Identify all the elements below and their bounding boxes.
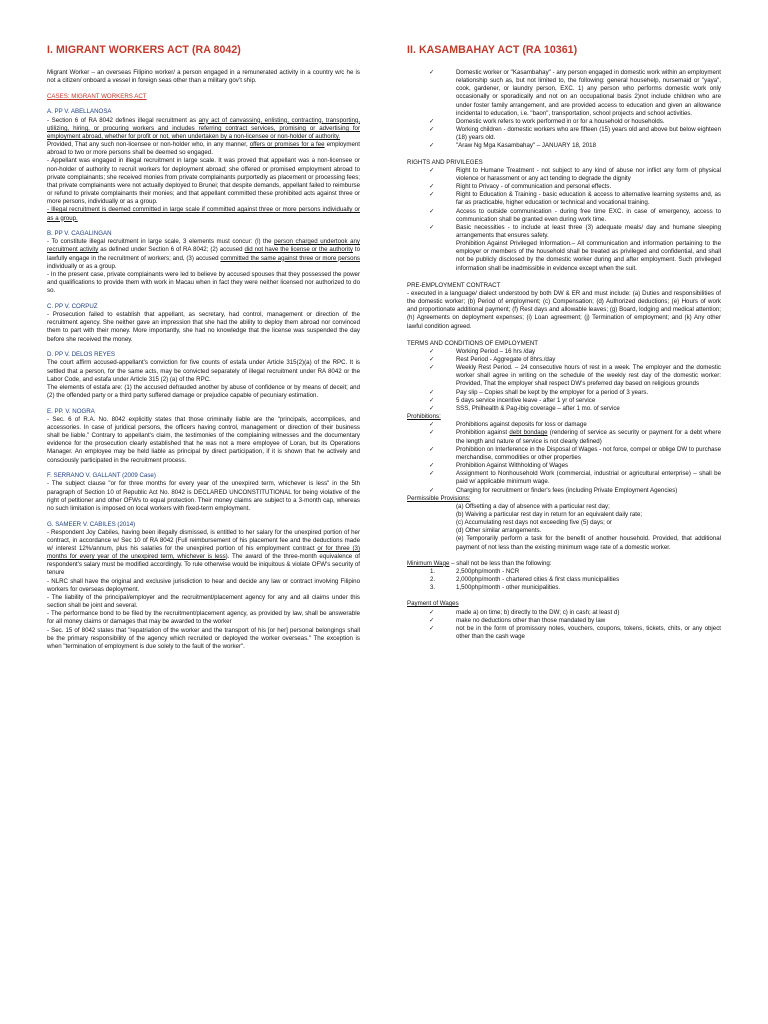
case-paragraph: [47, 311, 360, 344]
payment-item: ✓ make no deductions other than those mandated by law: [407, 617, 721, 625]
permissible-provision-item: (e) Temporarily perform a task for the benefit of another household. Provided, that additional payment of not less than the existing minimum wage rate of a domestic worker.: [456, 535, 721, 551]
term-item: ✓ 5 days service incentive leave - after 1 yr of service: [407, 397, 721, 405]
cases-list: [47, 108, 360, 651]
case-paragraph: [47, 416, 360, 465]
text-run: Prohibition on Interference in the Disposal of Wages - not force, compel or oblige DW to purchase merchandise, commodities or other properties: [456, 445, 721, 461]
case-heading: A. PP V. ABELLANOSA: [47, 108, 112, 116]
pre-employment-heading: PRE-EMPLOYMENT CONTRACT: [407, 281, 501, 289]
underlined-text: committed the same against three or more persons: [220, 254, 360, 262]
text-run: Migrant Worker – an overseas Filipino worker/ a person engaged in a remunerated activity in a country w/c he is not a citizen/ onboard a vessel in foreign seas other than a military gov’t ship.: [47, 69, 360, 85]
text-run: - Section 6 of RA 8042 defines illegal recruitment as: [47, 116, 199, 124]
underlined-text: or for three (3) months for every year of the unexpired term, whichever is less: [47, 544, 360, 561]
underlined-text: any act of canvassing, enlisting, contracting, transporting, utilizing, hiring, or procuring workers and includes referring contract services, promising or advertising for employment abroad, whether for profit or not, when undertaken by a non-licensee or non-holder of authority.: [47, 116, 360, 140]
text-run: - The liability of the principal/employer and the recruitment/placement agency for any and all claims under this section shall be joint and several.: [47, 593, 360, 610]
minimum-wage-line: [407, 560, 721, 568]
text-run: Assignment to Nonhousehold Work (commercial, industrial or agricultural enterprise) – shall be paid w/ applicable minimum wage.: [456, 470, 721, 486]
permissible-provision-item: (a) Offsetting a day of absence with a particular rest day;: [456, 502, 610, 510]
list-number: 3.: [430, 584, 436, 592]
text-run: Charging for recruitment or finder's fees (including Private Employment Agencies): [456, 486, 678, 494]
payment-of-wages-list: [407, 609, 721, 642]
case-paragraph: [47, 206, 360, 222]
text-run: individually or as a group.: [47, 262, 117, 270]
case-heading: F. SERRANO V. GALLANT (2009 Case): [47, 472, 156, 480]
text-run: Prohibition against: [456, 429, 510, 437]
case-paragraph: [47, 141, 360, 157]
right-column: [407, 44, 721, 641]
prohibitions-label: Prohibitions:: [407, 413, 441, 421]
definition-item: ✓ Domestic worker or "Kasambahay" - any person engaged in domestic work within an employment relationship such as, but not limited to, the following: general househelp, nursemaid or "yaya", cook, gardener, or laundry person, EXC. 1) any person who performs domestic work only occasionally or sporadically and not on an occupational basis 2)not include children who are under foster family arrangement, and are provided access to education and given an allowance incidental to education, i.e. "baon", transportation, school projects and school activities.: [407, 69, 721, 118]
definitions-list: [407, 69, 721, 151]
underlined-text: debt bondage: [509, 429, 548, 437]
prohibitions-list: [407, 421, 721, 494]
prohibition-item: [407, 462, 721, 470]
text-run: Provided, That any such non-licensee or non-holder who, in any manner,: [47, 141, 250, 149]
right-item: ✓ Access to outside communication - during free time EXC. in case of emergency, access to communication shall be granted even during work time.: [407, 208, 721, 224]
minimum-wage-text: 1,500php/month - other municipalities.: [456, 584, 561, 592]
terms-heading: TERMS AND CONDITIONS OF EMPLOYMENT: [407, 339, 539, 347]
case-paragraph: [47, 271, 360, 295]
right-item: ✓ Right to Privacy - of communication and personal effects.: [407, 183, 721, 191]
text-run: - In the present case, private complainants were led to believe by accused spouses that they possessed the power and qualifications to provide them with work in Macau when in fact they were neither licensed nor authorized to do so.: [47, 270, 360, 295]
text-run: Prohibition Against Withholding of Wages: [456, 462, 569, 470]
prohibition-item: [407, 429, 721, 445]
permissible-provision-item: (b) Waiving a particular rest day in return for an equivalent daily rate;: [456, 510, 643, 518]
term-item: ✓ Pay slip – Copies shall be kept by the employer for a period of 3 years.: [407, 389, 721, 397]
kasambahay-act-title: II. KASAMBAHAY ACT (RA 10361): [407, 44, 578, 56]
definition-item: ✓ "Araw Ng Mga Kasambahay" – JANUARY 18, 2018: [407, 142, 721, 150]
text-run: - Sec. 6 of R.A. No. 8042 explicitly states that those criminally liable are the "principals, accomplices, and accessories. In case of juridical persons, the officers having control, management or direction of their business shall be liable." Contrary to appellant's claim, the testimonies of the complaining witnesses and the documentary evidence for the prosecution clearly established that he was not a mere employee of Loran, but its Operations Manager. An employee may be held liable as principal by direct participation, if it is shown that he actively and consciously participated in the recruitment process.: [47, 415, 360, 464]
migrant-worker-definition: [47, 69, 360, 85]
payment-item: ✓ not be in the form of promissory notes, vouchers, coupons, tokens, tickets, chits, or any object other than the cash wage: [407, 625, 721, 641]
minimum-wage-item: [407, 576, 721, 584]
case-heading: D. PP V. DELOS REYES: [47, 351, 115, 359]
case-paragraph: [47, 157, 360, 206]
case-heading: C. PP V. CORPUZ: [47, 302, 98, 310]
payment-of-wages-label: Payment of Wages: [407, 600, 459, 608]
text-run: - Prosecution failed to establish that appellant, as secretary, had control, management or direction of the recruitment agency. She neither gave an impression that she had the ability to deploy them abroad nor convinced them to part with their money. More importantly, she had no knowledge that the license was suspended the day before she received the money.: [47, 311, 360, 343]
text-run: - To constitute illegal recruitment in large scale, 3 elements must concur: (l) the: [47, 238, 275, 246]
text-run: - The performance bond to be filed by the recruitment/placement agency, as provided by law, shall be answerable for all money claims or damages that may be awarded to the worker: [47, 610, 360, 626]
term-item: ✓ Working Period – 16 hrs /day: [407, 348, 721, 356]
text-run: - Appellant was engaged in illegal recruitment in large scale. It was proved that appellant was a non-licensee or non-holder of authority to recruit workers for deployment abroad; she offered or promised employment abroad to private complainants; she received monies from private complainants purportedly as placement or processing fees; that private complainants were not actually deployed to Brunei; that despite demands, appellant failed to reimburse or refund to private complainants their monies; and that appellant committed these prohibited acts against three or more persons, individually or as a group.: [47, 157, 360, 206]
minimum-wage-tail: – shall not be less than the following:: [449, 559, 552, 567]
rights-list: [407, 167, 721, 240]
text-run: employment abroad to two or more persons shall be deemed so engaged.: [47, 141, 361, 157]
text-run: to lawfully engage in the recruitment of workers; and, (3) accused: [47, 246, 360, 262]
case-paragraph: [47, 529, 360, 578]
prohibition-item: [407, 421, 721, 429]
definition-item: ✓ Domestic work refers to work performed in or for a household or households.: [407, 118, 721, 126]
permissible-provision-item: (c) Accumulating rest days not exceeding five (5) days; or: [456, 519, 612, 527]
list-number: 1.: [430, 567, 436, 575]
text-run: Prohibitions against deposits for loss or damage: [456, 421, 587, 429]
text-run: - NLRC shall have the original and exclusive jurisdiction to hear and decide any law or contract involving Filipino workers for overseas deployment.: [47, 577, 360, 593]
prohibition-item: [407, 470, 721, 486]
text-run: - The subject clause "or for three months for every year of the unexpired term, whichever is less" in the 5th paragraph of Section 10 of Republic Act No. 8042 is DECLARED UNCONSTITUTIONAL for being violative of the right of petitioner and other OFWs to equal protection. Their money claims are subject to a 3-month cap, whereas no such limitation is imposed on local workers with fixed-term employment.: [47, 480, 360, 512]
text-run: ). The award of the three-month equivalence of respondent's salary must be modified accordingly. To rule otherwise would be iniquitous & violate OFW's security of tenure: [47, 553, 360, 577]
term-item: ✓ Weekly Rest Period. – 24 consecutive hours of rest in a week. The employer and the domestic worker shall agree in writing on the schedule of the weekly rest day of the domestic worker: Provided, That the employer shall respect DW's preferred day based on religious grounds: [407, 364, 721, 388]
case-paragraph: [47, 627, 360, 651]
case-paragraph: [47, 238, 360, 271]
text-run: (rendering of service as security or payment for a debt where the length and nature of service is not clearly defined): [456, 429, 721, 445]
terms-list: [407, 348, 721, 413]
text-run: The elements of estafa are: (1) the accused defrauded another by abuse of confidence or by means of deceit; and (2) the offended party or a third party suffered damage or prejudice capable of pecuniary estimation.: [47, 383, 360, 399]
case-paragraph: [47, 359, 360, 383]
case-heading: B. PP V. CAGALINGAN: [47, 230, 112, 238]
list-number: 2.: [430, 576, 436, 584]
underlined-text: person charged undertook any recruitment activity: [47, 238, 360, 254]
text-run: as defined under Section 6 of RA 8042; (2) accused: [98, 246, 245, 254]
right-item: ✓ Right to Humane Treatment - not subject to any kind of abuse nor inflict any form of physical violence or harassment or any act tending to degrade the dignity: [407, 167, 721, 183]
pre-employment-body: - executed in a language/ dialect understood by both DW & ER and must include: (a) Duties and responsibilities of the domestic worker; (b) Period of employment; (c) Compensation; (d) Authorized deductions; (e) Hours of work and proportionate additional payment; (f) Rest days and allowable leaves; (g) Board, lodging and medical attention; (h) Agreements on deployment expenses; (i) Loan agreement; (j) Termination of employment; and (k) Any other lawful condition agreed.: [407, 289, 721, 330]
text-run: - Respondent Joy Cabiles, having been illegally dismissed, is entitled to her salary for the unexpired portion of her contract, in accordance w/ Sec 10 of RA 8042 (Full reimbursement of his placement fee and the deductions made w/ interest 12%/annum, plus his salaries for the unexpired portion of his employment contract: [47, 528, 360, 552]
permissible-provisions-list: [407, 503, 721, 552]
minimum-wage-item: [407, 568, 721, 576]
permissible-provision-item: (d) Other similar arrangements.: [456, 527, 542, 535]
case-paragraph: [47, 594, 360, 610]
privileged-information: Prohibition Against Privileged Information.– All communication and information pertaining to the employer or members of the household shall be treated as privileged and confidential, and shall not be publicly disclosed by the domestic worker during and after employment. Such privileged information shall be inadmissible in evidence except when the suit.: [456, 240, 721, 272]
permissible-provisions-label: Permissible Provisions:: [407, 494, 471, 502]
minimum-wage-text: 2,000php/month - chartered cities & first class municipalities: [456, 576, 620, 584]
minimum-wage-text: 2,500php/month - NCR: [456, 567, 520, 575]
minimum-wage-list: [407, 568, 721, 592]
underlined-text: - Illegal recruitment is deemed committed in large scale if committed against three or more persons individually or as a group.: [47, 206, 360, 222]
cases-heading: CASES: MIGRANT WORKERS ACT: [47, 92, 147, 100]
term-item: ✓ SSS, Philhealth & Pag-ibig coverage – after 1 mo. of service: [407, 405, 721, 413]
underlined-text: did not have the license or the authority: [244, 246, 353, 254]
rights-heading: RIGHTS AND PRIVILEGES: [407, 158, 483, 166]
minimum-wage-item: [407, 584, 721, 592]
right-item: ✓ Right to Education & Training - basic education & access to alternative learning systems and, as far as practicable, higher education or technical and vocational training.: [407, 191, 721, 207]
migrant-workers-act-title: I. MIGRANT WORKERS ACT (RA 8042): [47, 44, 241, 56]
right-item: ✓ Basic necessities - to include at least three (3) adequate meals/ day and humane sleeping arrangements that ensures safety.: [407, 224, 721, 240]
underlined-text: offers or promises for a fee: [249, 141, 325, 149]
text-run: - Sec. 15 of 8042 states that "repatriation of the worker and the transport of his [or her] personal belongings shall be the primary responsibility of the agency which recruited or deployed the worker overseas." The exception is when "termination of employment is due solely to the fault of the worker".: [47, 626, 360, 650]
case-paragraph: [47, 117, 360, 141]
left-column: [47, 44, 360, 651]
case-paragraph: [47, 384, 360, 400]
term-item: ✓ Rest Period - Aggregate of 8hrs./day: [407, 356, 721, 364]
minimum-wage-label: Minimum Wage: [407, 559, 450, 567]
definition-item: ✓ Working children - domestic workers who are fifteen (15) years old and above but below eighteen (18) years old.: [407, 126, 721, 142]
payment-item: ✓ made a) on time; b) directly to the DW; c) in cash; at least d): [407, 609, 721, 617]
case-heading: G. SAMEER V. CABILES (2014): [47, 520, 136, 528]
case-paragraph: [47, 610, 360, 626]
case-paragraph: [47, 480, 360, 513]
prohibition-item: [407, 487, 721, 495]
case-paragraph: [47, 578, 360, 594]
prohibition-item: [407, 446, 721, 462]
case-heading: E. PP. V. NOGRA: [47, 407, 95, 415]
text-run: The court affirm accused-appellant’s conviction for five counts of estafa under Article 315(2)(a) of the RPC. It is settled that a person, for the same acts, may be convicted separately of illegal recruitment under RA 8042 or the Labor Code, and estafa under Article 315 (2) (a) of the RPC.: [47, 359, 360, 383]
